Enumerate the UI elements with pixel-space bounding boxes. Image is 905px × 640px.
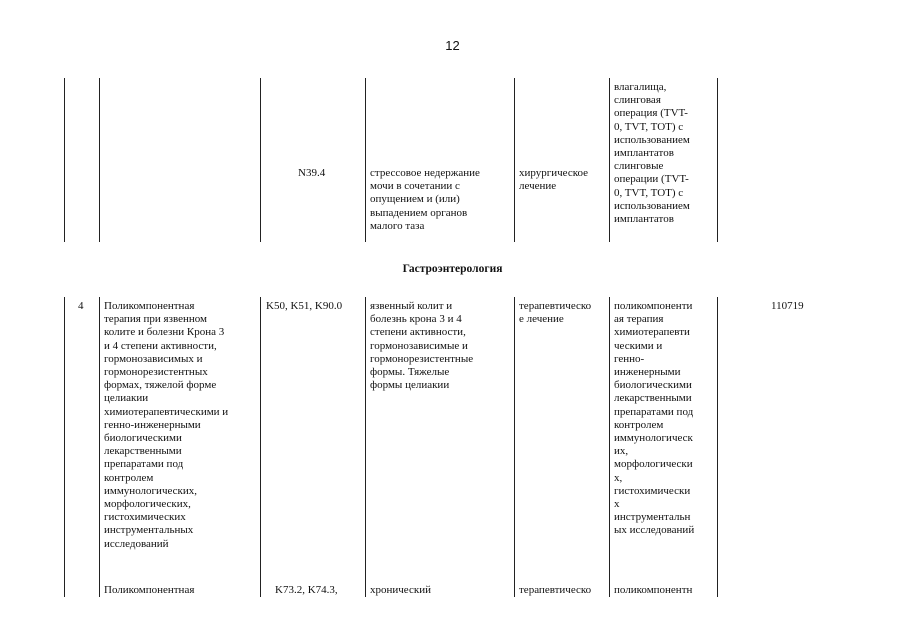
- row-1-name: Поликомпонентная терапия при язвенном колите и болезни Крона 3 и 4 степени активности, гормонозависимых и гормонорезистентных формах, тяжелой форме целиакии химиотерапевтическими и генно-инженерными биологическими лекарственными препаратами под контролем иммунологических, морфологических, гистохимических инструментальных исследований: [104, 300, 229, 550]
- table-rule: [64, 297, 65, 597]
- table-rule: [365, 297, 366, 597]
- row-1-number: 4: [78, 300, 84, 312]
- row-1-method: поликомпоненти ая терапия химиотерапевти ческими и генно- инженерными биологическими лекарственными препаратами под контролем иммунологическ их, морфологически х, гистохимически х инструментальн ых исследований: [614, 300, 695, 537]
- row-0-code: N39.4: [298, 167, 326, 179]
- row-2-method: поликомпонентн: [614, 584, 693, 596]
- page-number: 12: [445, 38, 460, 53]
- row-0-treatment: хирургическое лечение: [519, 167, 589, 193]
- table-rule: [99, 297, 100, 597]
- row-2-model: хронический: [370, 584, 431, 596]
- table-rule: [609, 297, 610, 597]
- table-rule: [717, 78, 718, 242]
- row-2-name: Поликомпонентная: [104, 584, 195, 596]
- row-1-model: язвенный колит и болезнь крона 3 и 4 степени активности, гормонозависимые и гормонорезистентные формы. Тяжелые формы целиакии: [370, 300, 474, 392]
- table-rule: [365, 78, 366, 242]
- table-rule: [514, 297, 515, 597]
- table-rule: [717, 297, 718, 597]
- row-0-method: влагалища, слинговая операция (TVT- 0, TVT, TOT) с использованием имплантатов слинговые операции (TVT- 0, TVT, TOT) с использованием имплантатов: [614, 81, 690, 226]
- row-2-treatment: терапевтическо: [519, 584, 592, 596]
- table-rule: [99, 78, 100, 242]
- row-1-treatment: терапевтическо е лечение: [519, 300, 592, 326]
- row-1-cost: 110719: [771, 300, 804, 312]
- row-2-code: K73.2, K74.3,: [275, 584, 338, 596]
- row-1-code: K50, K51, K90.0: [266, 300, 343, 312]
- table-rule: [514, 78, 515, 242]
- table-rule: [609, 78, 610, 242]
- table-rule: [260, 297, 261, 597]
- table-rule: [260, 78, 261, 242]
- row-0-model: стрессовое недержание мочи в сочетании с опущением и (или) выпадением органов малого таза: [370, 167, 480, 232]
- section-title: Гастроэнтерология: [402, 263, 503, 275]
- table-rule: [64, 78, 65, 242]
